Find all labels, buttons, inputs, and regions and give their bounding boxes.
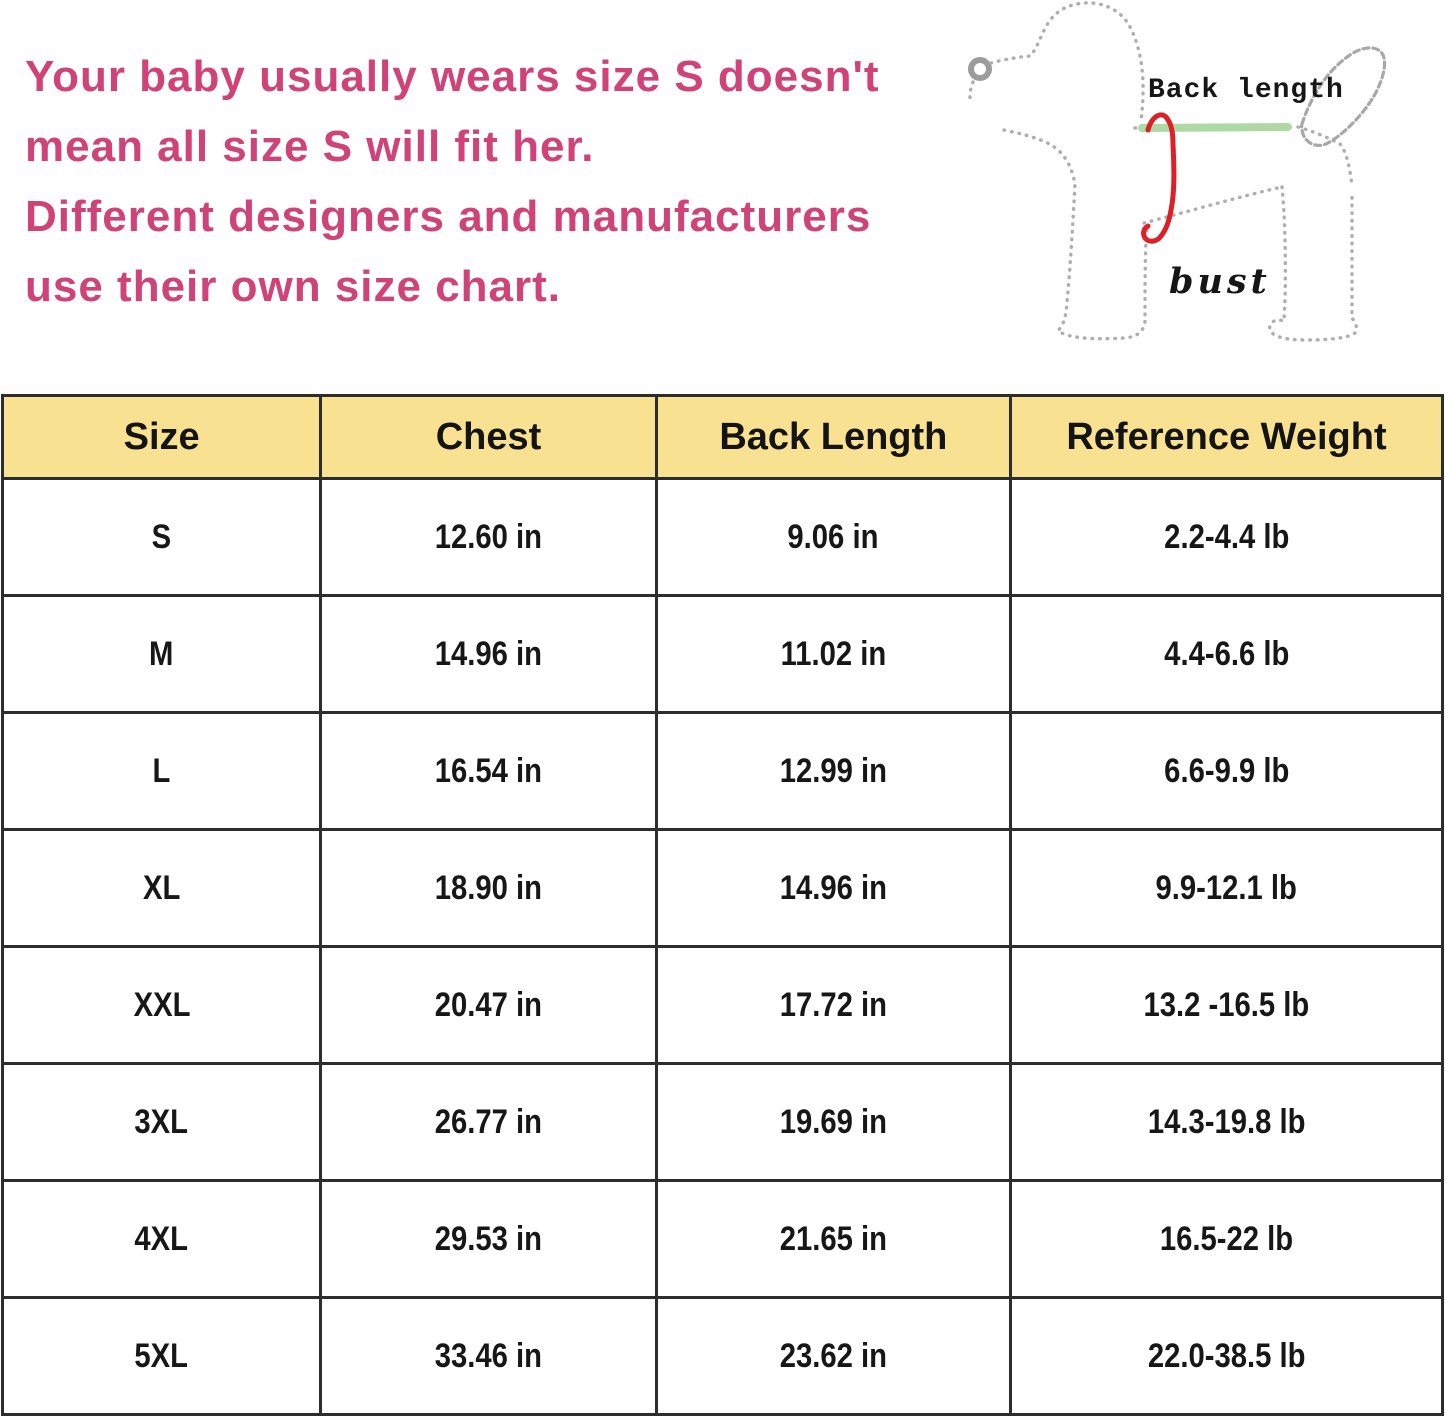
table-row-4xl [3, 1181, 1443, 1298]
back-length-cell: 14.96 in [656, 830, 1010, 947]
back-length-cell: 11.02 in [656, 596, 1010, 713]
chest-cell: 20.47 in [321, 947, 657, 1064]
chest-cell: 16.54 in [321, 713, 657, 830]
size-cell: 5XL [3, 1298, 321, 1415]
table-row-xxl [3, 947, 1443, 1064]
dog-measurement-diagram [930, 0, 1445, 362]
chest-cell: 33.46 in [321, 1298, 657, 1415]
dog-chin-line [970, 82, 973, 104]
dog-front-leg-outline [1004, 130, 1147, 339]
back-length-line [1142, 127, 1288, 128]
weight-cell: 6.6-9.9 lb [1010, 713, 1442, 830]
chest-cell: 14.96 in [321, 596, 657, 713]
weight-cell: 16.5-22 lb [1010, 1181, 1442, 1298]
weight-cell: 2.2-4.4 lb [1010, 479, 1442, 596]
weight-cell: 14.3-19.8 lb [1010, 1064, 1442, 1181]
back-length-cell: 23.62 in [656, 1298, 1010, 1415]
intro-line: mean all size S will fit her. [25, 122, 595, 171]
size-table [1, 394, 1444, 1416]
dog-nose-dot [971, 60, 989, 78]
weight-cell: 13.2 -16.5 lb [1010, 947, 1442, 1064]
table-row-s [3, 479, 1443, 596]
chest-cell: 12.60 in [321, 479, 657, 596]
intro-line: Your baby usually wears size S doesn't [25, 52, 880, 101]
size-cell: 3XL [3, 1064, 321, 1181]
back-length-cell: 21.65 in [656, 1181, 1010, 1298]
back-length-cell: 19.69 in [656, 1064, 1010, 1181]
bust-label: bust [1169, 261, 1271, 302]
table-row-l [3, 713, 1443, 830]
back-length-label: Back length [1148, 75, 1344, 106]
column-header-chest: Chest [321, 396, 657, 479]
bust-arc [1144, 115, 1174, 241]
chest-cell: 26.77 in [321, 1064, 657, 1181]
table-row-3xl [3, 1064, 1443, 1181]
dog-hind-leg-outline [1270, 187, 1357, 340]
size-cell: L [3, 713, 321, 830]
dog-outline-icon [930, 0, 1445, 362]
dog-head-outline [991, 3, 1143, 121]
size-cell: 4XL [3, 1181, 321, 1298]
dog-belly-line [1144, 187, 1282, 223]
column-header-size: Size [3, 396, 321, 479]
table-row-5xl [3, 1298, 1443, 1415]
table-row-m [3, 596, 1443, 713]
column-header-back-length: Back Length [656, 396, 1010, 479]
column-header-reference-weight: Reference Weight [1010, 396, 1442, 479]
intro-line: use their own size chart. [25, 262, 562, 311]
back-length-cell: 9.06 in [656, 479, 1010, 596]
intro-text [25, 42, 955, 322]
table-row-xl [3, 830, 1443, 947]
weight-cell: 4.4-6.6 lb [1010, 596, 1442, 713]
size-cell: XL [3, 830, 321, 947]
header-row [3, 396, 1443, 479]
back-length-cell: 17.72 in [656, 947, 1010, 1064]
size-cell: XXL [3, 947, 321, 1064]
intro-line: Different designers and manufacturers [25, 192, 872, 241]
back-length-cell: 12.99 in [656, 713, 1010, 830]
size-cell: S [3, 479, 321, 596]
weight-cell: 9.9-12.1 lb [1010, 830, 1442, 947]
dog-rump-line [1298, 127, 1352, 185]
size-cell: M [3, 596, 321, 713]
weight-cell: 22.0-38.5 lb [1010, 1298, 1442, 1415]
chest-cell: 18.90 in [321, 830, 657, 947]
chest-cell: 29.53 in [321, 1181, 657, 1298]
